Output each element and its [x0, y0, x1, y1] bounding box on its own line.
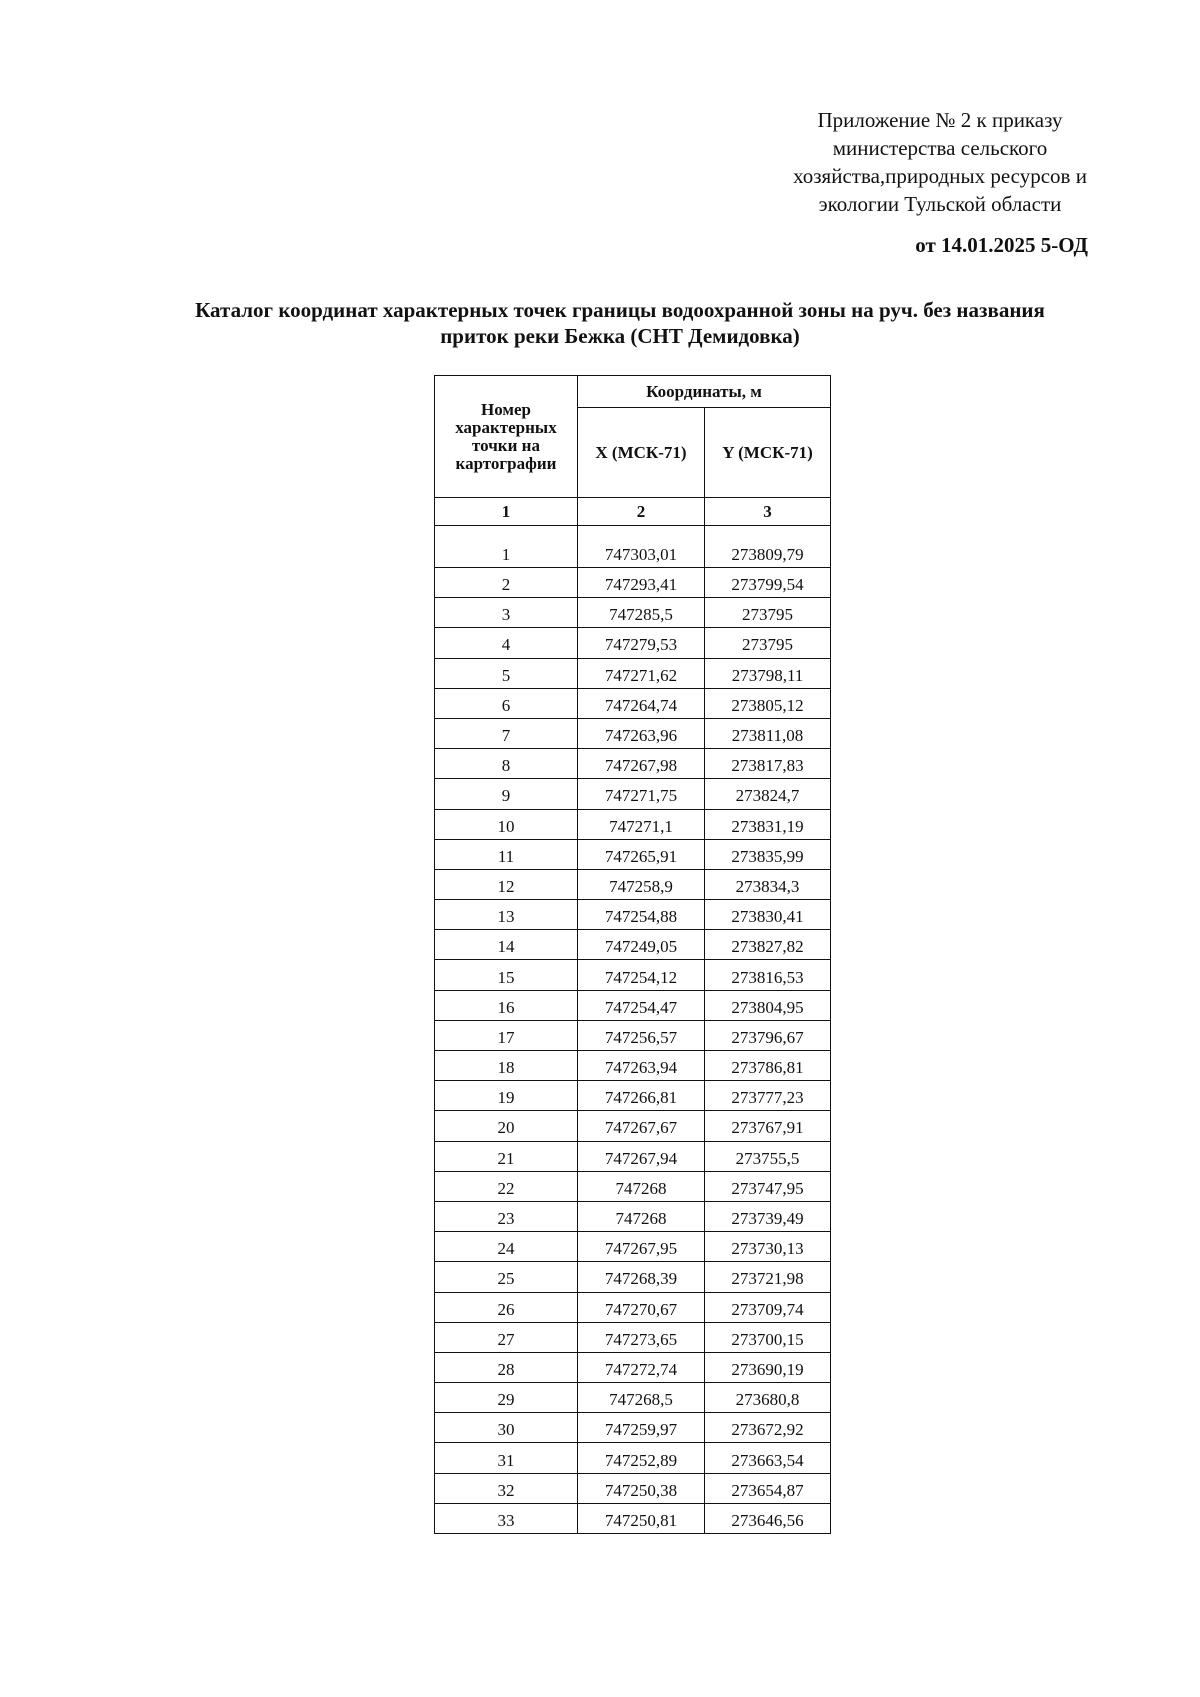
point-number-cell: 14 — [435, 930, 578, 960]
y-coordinate-cell: 273798,11 — [705, 658, 831, 688]
table-row — [435, 809, 831, 839]
point-number-cell: 26 — [435, 1292, 578, 1322]
y-coordinate-cell: 273805,12 — [705, 688, 831, 718]
x-coordinate-cell: 747259,97 — [578, 1413, 705, 1443]
point-number-cell: 24 — [435, 1232, 578, 1262]
point-number-cell: 6 — [435, 688, 578, 718]
point-number-cell: 2 — [435, 568, 578, 598]
y-coordinate-cell: 273816,53 — [705, 960, 831, 990]
appendix-line: хозяйства,природных ресурсов и — [793, 164, 1087, 188]
x-coordinate-cell: 747266,81 — [578, 1081, 705, 1111]
y-coordinate-cell: 273809,79 — [705, 526, 831, 568]
order-date: от 14.01.2025 5-ОД — [915, 233, 1088, 257]
header-coordinates: Координаты, м — [578, 376, 831, 408]
x-coordinate-cell: 747258,9 — [578, 869, 705, 899]
x-coordinate-cell: 747267,94 — [578, 1141, 705, 1171]
point-number-cell: 33 — [435, 1503, 578, 1533]
x-coordinate-cell: 747279,53 — [578, 628, 705, 658]
table-row — [435, 1473, 831, 1503]
column-number: 3 — [705, 498, 831, 526]
x-coordinate-cell: 747249,05 — [578, 930, 705, 960]
x-coordinate-cell: 747271,62 — [578, 658, 705, 688]
table-row — [435, 779, 831, 809]
table-row — [435, 1020, 831, 1050]
point-number-cell: 19 — [435, 1081, 578, 1111]
y-coordinate-cell: 273721,98 — [705, 1262, 831, 1292]
table-row — [435, 718, 831, 748]
point-number-cell: 16 — [435, 990, 578, 1020]
y-coordinate-cell: 273767,91 — [705, 1111, 831, 1141]
point-number-cell: 20 — [435, 1111, 578, 1141]
point-number-cell: 15 — [435, 960, 578, 990]
x-coordinate-cell: 747254,47 — [578, 990, 705, 1020]
table-row — [435, 1171, 831, 1201]
table-row — [435, 1322, 831, 1352]
y-coordinate-cell: 273835,99 — [705, 839, 831, 869]
point-number-cell: 18 — [435, 1051, 578, 1081]
point-number-cell: 22 — [435, 1171, 578, 1201]
point-number-cell: 31 — [435, 1443, 578, 1473]
table-row — [435, 628, 831, 658]
appendix-line: министерства сельского — [832, 136, 1048, 160]
y-coordinate-cell: 273796,67 — [705, 1020, 831, 1050]
point-number-cell: 25 — [435, 1262, 578, 1292]
x-coordinate-cell: 747268,39 — [578, 1262, 705, 1292]
column-number: 2 — [578, 498, 705, 526]
y-coordinate-cell: 273663,54 — [705, 1443, 831, 1473]
point-number-cell: 4 — [435, 628, 578, 658]
point-number-cell: 27 — [435, 1322, 578, 1352]
table-row — [435, 990, 831, 1020]
table-body — [435, 526, 831, 1534]
table-row — [435, 1051, 831, 1081]
x-coordinate-cell: 747250,81 — [578, 1503, 705, 1533]
point-number-cell: 32 — [435, 1473, 578, 1503]
point-number-cell: 11 — [435, 839, 578, 869]
header-y: Y (МСК-71) — [705, 408, 831, 498]
x-coordinate-cell: 747264,74 — [578, 688, 705, 718]
x-coordinate-cell: 747265,91 — [578, 839, 705, 869]
point-number-cell: 5 — [435, 658, 578, 688]
point-number-cell: 13 — [435, 900, 578, 930]
table-row — [435, 839, 831, 869]
x-coordinate-cell: 747250,38 — [578, 1473, 705, 1503]
catalog-title-line: Каталог координат характерных точек границы водоохранной зоны на руч. без названия — [195, 298, 1045, 322]
coordinates-table — [434, 375, 831, 1534]
y-coordinate-cell: 273831,19 — [705, 809, 831, 839]
table-row — [435, 869, 831, 899]
x-coordinate-cell: 747268,5 — [578, 1383, 705, 1413]
header-point-number: Номер характерных точки на картографии — [435, 376, 578, 498]
x-coordinate-cell: 747285,5 — [578, 598, 705, 628]
x-coordinate-cell: 747273,65 — [578, 1322, 705, 1352]
x-coordinate-cell: 747267,67 — [578, 1111, 705, 1141]
x-coordinate-cell: 747270,67 — [578, 1292, 705, 1322]
x-coordinate-cell: 747293,41 — [578, 568, 705, 598]
table-row — [435, 749, 831, 779]
table-row — [435, 1383, 831, 1413]
x-coordinate-cell: 747267,95 — [578, 1232, 705, 1262]
table-row — [435, 1503, 831, 1533]
table-row — [435, 1413, 831, 1443]
y-coordinate-cell: 273827,82 — [705, 930, 831, 960]
y-coordinate-cell: 273817,83 — [705, 749, 831, 779]
catalog-title-line: приток реки Бежка (СНТ Демидовка) — [440, 324, 800, 348]
x-coordinate-cell: 747256,57 — [578, 1020, 705, 1050]
point-number-cell: 12 — [435, 869, 578, 899]
table-row — [435, 1201, 831, 1231]
table-row — [435, 1352, 831, 1382]
table-row — [435, 1262, 831, 1292]
x-coordinate-cell: 747263,96 — [578, 718, 705, 748]
y-coordinate-cell: 273739,49 — [705, 1201, 831, 1231]
y-coordinate-cell: 273672,92 — [705, 1413, 831, 1443]
x-coordinate-cell: 747268 — [578, 1171, 705, 1201]
y-coordinate-cell: 273646,56 — [705, 1503, 831, 1533]
table-row — [435, 1081, 831, 1111]
x-coordinate-cell: 747267,98 — [578, 749, 705, 779]
y-coordinate-cell: 273690,19 — [705, 1352, 831, 1382]
y-coordinate-cell: 273795 — [705, 598, 831, 628]
x-coordinate-cell: 747254,88 — [578, 900, 705, 930]
table-row — [435, 930, 831, 960]
appendix-note — [740, 106, 1140, 218]
point-number-cell: 21 — [435, 1141, 578, 1171]
y-coordinate-cell: 273747,95 — [705, 1171, 831, 1201]
table-row — [435, 1111, 831, 1141]
header-x: X (МСК-71) — [578, 408, 705, 498]
y-coordinate-cell: 273777,23 — [705, 1081, 831, 1111]
y-coordinate-cell: 273804,95 — [705, 990, 831, 1020]
y-coordinate-cell: 273755,5 — [705, 1141, 831, 1171]
table-row — [435, 598, 831, 628]
table-row — [435, 526, 831, 568]
point-number-cell: 8 — [435, 749, 578, 779]
point-number-cell: 10 — [435, 809, 578, 839]
table-row — [435, 568, 831, 598]
x-coordinate-cell: 747263,94 — [578, 1051, 705, 1081]
point-number-cell: 1 — [435, 526, 578, 568]
table-row — [435, 1232, 831, 1262]
x-coordinate-cell: 747271,75 — [578, 779, 705, 809]
y-coordinate-cell: 273700,15 — [705, 1322, 831, 1352]
y-coordinate-cell: 273824,7 — [705, 779, 831, 809]
point-number-cell: 3 — [435, 598, 578, 628]
table-row — [435, 900, 831, 930]
table-row — [435, 688, 831, 718]
y-coordinate-cell: 273680,8 — [705, 1383, 831, 1413]
y-coordinate-cell: 273786,81 — [705, 1051, 831, 1081]
x-coordinate-cell: 747272,74 — [578, 1352, 705, 1382]
appendix-line: Приложение № 2 к приказу — [817, 108, 1063, 132]
y-coordinate-cell: 273799,54 — [705, 568, 831, 598]
point-number-cell: 30 — [435, 1413, 578, 1443]
point-number-cell: 23 — [435, 1201, 578, 1231]
x-coordinate-cell: 747254,12 — [578, 960, 705, 990]
x-coordinate-cell: 747303,01 — [578, 526, 705, 568]
x-coordinate-cell: 747271,1 — [578, 809, 705, 839]
y-coordinate-cell: 273834,3 — [705, 869, 831, 899]
table-row — [435, 960, 831, 990]
point-number-cell: 29 — [435, 1383, 578, 1413]
y-coordinate-cell: 273811,08 — [705, 718, 831, 748]
y-coordinate-cell: 273795 — [705, 628, 831, 658]
column-number: 1 — [435, 498, 578, 526]
y-coordinate-cell: 273830,41 — [705, 900, 831, 930]
point-number-cell: 17 — [435, 1020, 578, 1050]
x-coordinate-cell: 747268 — [578, 1201, 705, 1231]
point-number-cell: 9 — [435, 779, 578, 809]
y-coordinate-cell: 273709,74 — [705, 1292, 831, 1322]
y-coordinate-cell: 273730,13 — [705, 1232, 831, 1262]
x-coordinate-cell: 747252,89 — [578, 1443, 705, 1473]
y-coordinate-cell: 273654,87 — [705, 1473, 831, 1503]
point-number-cell: 7 — [435, 718, 578, 748]
table-row — [435, 1141, 831, 1171]
point-number-cell: 28 — [435, 1352, 578, 1382]
appendix-line: экологии Тульской области — [818, 192, 1062, 216]
table-row — [435, 658, 831, 688]
table-row — [435, 1443, 831, 1473]
catalog-title — [140, 297, 1100, 349]
table-row — [435, 1292, 831, 1322]
